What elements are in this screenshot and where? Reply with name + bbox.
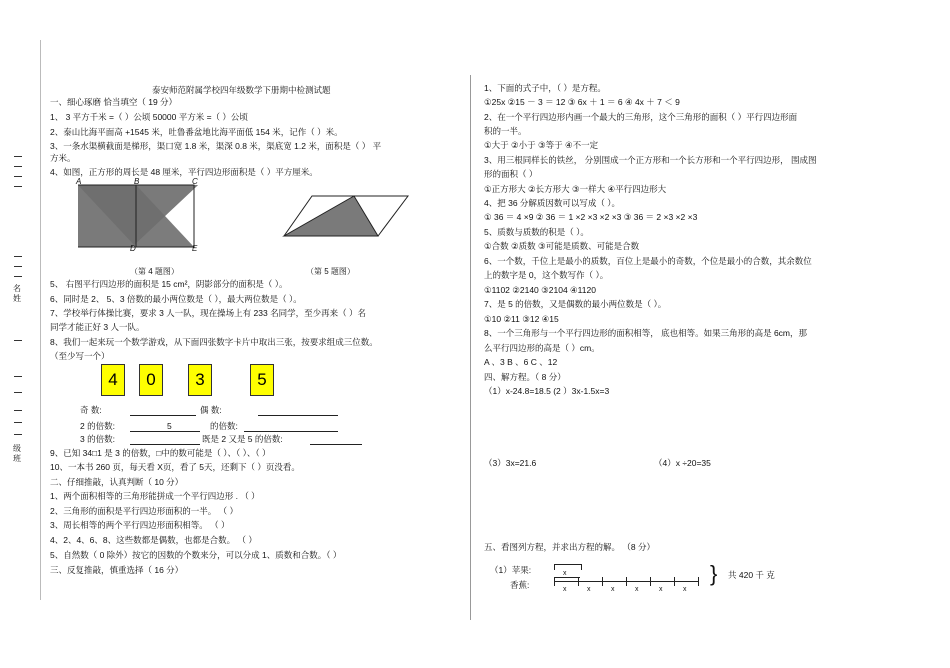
multiple-of-3-blank[interactable] bbox=[130, 435, 200, 445]
point-b-label: B bbox=[134, 177, 140, 186]
name-blank-dash bbox=[14, 276, 22, 277]
equation-line: （1）x-24.8=18.5 (2 ）3x-1.5x=3 bbox=[484, 386, 610, 396]
class-blank-dash bbox=[14, 434, 22, 435]
section-2-heading: 二、仔细推敲，认真判断（ 10 分） bbox=[50, 477, 184, 487]
banana-x-label: x bbox=[659, 586, 663, 593]
banana-x-label: x bbox=[611, 586, 615, 593]
choice-question: 5、质数与质数的积是（ ）。 bbox=[484, 227, 589, 237]
equation-4: （4）x ÷20=35 bbox=[654, 458, 711, 468]
point-c-label: C bbox=[192, 177, 198, 186]
section-1-heading: 一、细心琢磨 恰当填空（ 19 分） bbox=[50, 97, 178, 107]
choice-question: 积的一半。 bbox=[484, 126, 527, 136]
number-card-4: 4 bbox=[101, 364, 125, 396]
choice-options: ① 36 ＝ 4 ×9 ② 36 ＝ 1 ×2 ×3 ×2 ×3 ③ 36 ＝ 2 ×3 ×2 ×3 bbox=[484, 212, 698, 222]
question-line: 2、泰山比海平面高 +1545 米，吐鲁番盆地比海平面低 154 米，记作（ ）米。 bbox=[50, 127, 343, 137]
even-answer-blank[interactable] bbox=[258, 406, 338, 416]
question-line: 方米。 bbox=[50, 153, 76, 163]
name-field-label: 名姓 bbox=[13, 284, 21, 303]
section-3-heading: 三、反复推敲，慎重选择（ 16 分） bbox=[50, 565, 184, 575]
choice-question: 上的数字是 0，这个数写作（ ）。 bbox=[484, 270, 609, 280]
name-blank-dash bbox=[14, 256, 22, 257]
banana-x-label: x bbox=[635, 586, 639, 593]
choice-question: 8、一个三角形与一个平行四边形的面积相等， 底也相等。如果三角形的高是 6cm，那 bbox=[484, 328, 808, 338]
choice-question: 2、在一个平行四边形内画一个最大的三角形，这个三角形的面积（ ）平行四边形面 bbox=[484, 112, 798, 122]
question-line: 6、同时是 2、 5、3 倍数的最小两位数是（ ），最大两位数是（ ）。 bbox=[50, 294, 302, 304]
question-line: 8、我们一起来玩一个数学游戏，从下面四张数字卡片中取出三张，按要求组成三位数。 bbox=[50, 337, 378, 347]
banana-x-label: x bbox=[683, 586, 687, 593]
question-line: 1、 3 平方千米 =（ ）公顷 50000 平方米 =（ ）公顷 bbox=[50, 112, 248, 122]
choice-question: 6、一个数，千位上是最小的质数，百位上是最小的奇数，个位是最小的合数，其余数位 bbox=[484, 256, 812, 266]
section-4-heading: 四、解方程。（ 8 分） bbox=[484, 372, 566, 382]
question-line: 5、 右图平行四边形的面积是 15 cm²，阴影部分的面积是（ ）。 bbox=[50, 279, 288, 289]
choice-question: 么平行四边形的高是（ ）cm。 bbox=[484, 343, 600, 353]
judgement-item: 1、两个面积相等的三角形能拼成一个平行四边形 . （ ） bbox=[50, 491, 260, 501]
column-divider bbox=[470, 75, 471, 620]
point-d-label: D bbox=[130, 244, 136, 253]
banana-tick bbox=[674, 577, 675, 586]
judgement-item: 4、2、4、6、8、这些数都是偶数，也都是合数。 （ ） bbox=[50, 535, 257, 545]
apple-label: （1）苹果: bbox=[490, 565, 532, 575]
both-2-and-5-label: 既是 2 又是 5 的倍数: bbox=[202, 434, 283, 444]
banana-tick bbox=[698, 577, 699, 586]
total-brace: } bbox=[710, 561, 718, 586]
question-line: 4、如图，正方形的周长是 48 厘米，平行四边形面积是（ ）平方厘米。 bbox=[50, 167, 318, 177]
banana-label: 香蕉: bbox=[510, 580, 530, 590]
apple-bar bbox=[554, 577, 580, 578]
five-label: 5 bbox=[167, 421, 172, 431]
judgement-item: 3、周长相等的两个平行四边形面积相等。 （ ） bbox=[50, 520, 230, 530]
class-blank-dash bbox=[14, 410, 22, 411]
choice-question: 1、下面的式子中，（ ）是方程。 bbox=[484, 83, 606, 93]
apple-bracket bbox=[554, 564, 582, 570]
choice-question: 形的面积（ ） bbox=[484, 169, 538, 179]
banana-tick bbox=[626, 577, 627, 586]
banana-tick bbox=[554, 577, 555, 586]
choice-options: ①1102 ②2140 ③2104 ④1120 bbox=[484, 285, 596, 295]
multiple-of-2-blank[interactable] bbox=[130, 422, 200, 432]
even-label: 偶 数: bbox=[200, 405, 222, 415]
number-card-5: 5 bbox=[250, 364, 274, 396]
page-title: 泰安师范附属学校四年级数学下册期中检测试题 bbox=[152, 85, 331, 95]
class-blank-dash bbox=[14, 340, 22, 341]
banana-x-label: x bbox=[587, 586, 591, 593]
number-card-3: 3 bbox=[188, 364, 212, 396]
both-2-and-5-blank[interactable] bbox=[310, 435, 362, 445]
figure-5-parallelogram bbox=[282, 192, 412, 242]
question-line: 3、一条水渠横截面是梯形，渠口宽 1.8 米，渠深 0.8 米，渠底宽 1.2 米，面积是（ ） 平 bbox=[50, 141, 382, 151]
total-label: 共 420 千 克 bbox=[728, 570, 775, 580]
choice-options: A 、3 B 、6 C 、12 bbox=[484, 357, 558, 367]
class-blank-dash bbox=[14, 392, 22, 393]
point-e-label: E bbox=[192, 244, 198, 253]
question-line: （至少写一个） bbox=[50, 351, 110, 361]
banana-tick bbox=[578, 577, 579, 586]
judgement-item: 2、三角形的面积是平行四边形面积的一半。 （ ） bbox=[50, 506, 238, 516]
name-blank-dash bbox=[14, 266, 22, 267]
figure-4-caption: （第 4 题图） bbox=[130, 267, 179, 276]
odd-label: 奇 数: bbox=[80, 405, 102, 415]
choice-question: 3、用三根同样长的铁丝， 分别围成一个正方形和一个长方形和一个平行四边形， 围成图 bbox=[484, 155, 817, 165]
apple-x-label: x bbox=[563, 570, 567, 577]
name-blank-dash bbox=[14, 156, 22, 157]
question-line: 10、一本书 260 页，每天看 X页，看了 5天，还剩下（ ）页没看。 bbox=[50, 462, 300, 472]
choice-options: ①正方形大 ②长方形大 ③一样大 ④平行四边形大 bbox=[484, 184, 667, 194]
odd-answer-blank[interactable] bbox=[130, 406, 196, 416]
choice-options: ①25x ②15 － 3 ＝ 12 ③ 6x ＋ 1 ＝ 6 ④ 4x ＋ 7 ＜ 9 bbox=[484, 97, 680, 107]
question-line: 7、学校举行体操比赛，要求 3 人一队，现在操场上有 233 名同学，至少再来（ ）名 bbox=[50, 308, 366, 318]
question-line: 同学才能正好 3 人一队。 bbox=[50, 322, 145, 332]
choice-options: ①合数 ②质数 ③可能是质数、可能是合数 bbox=[484, 241, 640, 251]
choice-question: 7、是 5 的倍数，又是偶数的最小两位数是（ ）。 bbox=[484, 299, 667, 309]
class-blank-dash bbox=[14, 422, 22, 423]
judgement-item: 5、自然数（ 0 除外）按它的因数的个数来分，可以分成 1、质数和合数。（ ） bbox=[50, 550, 342, 560]
choice-question: 4、把 36 分解质因数可以写成（ ）。 bbox=[484, 198, 621, 208]
multiple-of-3-label: 3 的倍数: bbox=[80, 434, 115, 444]
banana-tick bbox=[650, 577, 651, 586]
class-blank-dash bbox=[14, 376, 22, 377]
banana-x-label: x bbox=[563, 586, 567, 593]
name-blank-dash bbox=[14, 166, 22, 167]
name-blank-dash bbox=[14, 176, 22, 177]
figure-5-caption: （第 5 题图） bbox=[306, 267, 355, 276]
section-5-heading: 五、看图列方程，并求出方程的解。 （8 分） bbox=[484, 542, 655, 552]
choice-options: ①大于 ②小于 ③等于 ④不一定 bbox=[484, 140, 599, 150]
choice-options: ①10 ②11 ③12 ④15 bbox=[484, 314, 559, 324]
equation-3: （3）3x=21.6 bbox=[484, 458, 537, 468]
class-field-label: 级班 bbox=[13, 444, 21, 463]
name-blank-dash bbox=[14, 186, 22, 187]
question-line: 9、已知 34□1 是 3 的倍数，□中的数可能是（ ）、（ ）、（ ） bbox=[50, 448, 271, 458]
binding-line bbox=[40, 40, 41, 600]
multiple-of-5-label: 的倍数: bbox=[210, 421, 238, 431]
banana-tick bbox=[602, 577, 603, 586]
multiple-of-5-blank[interactable] bbox=[244, 422, 338, 432]
number-card-0: 0 bbox=[139, 364, 163, 396]
point-a-label: A bbox=[76, 177, 82, 186]
multiple-of-2-label: 2 的倍数: bbox=[80, 421, 115, 431]
